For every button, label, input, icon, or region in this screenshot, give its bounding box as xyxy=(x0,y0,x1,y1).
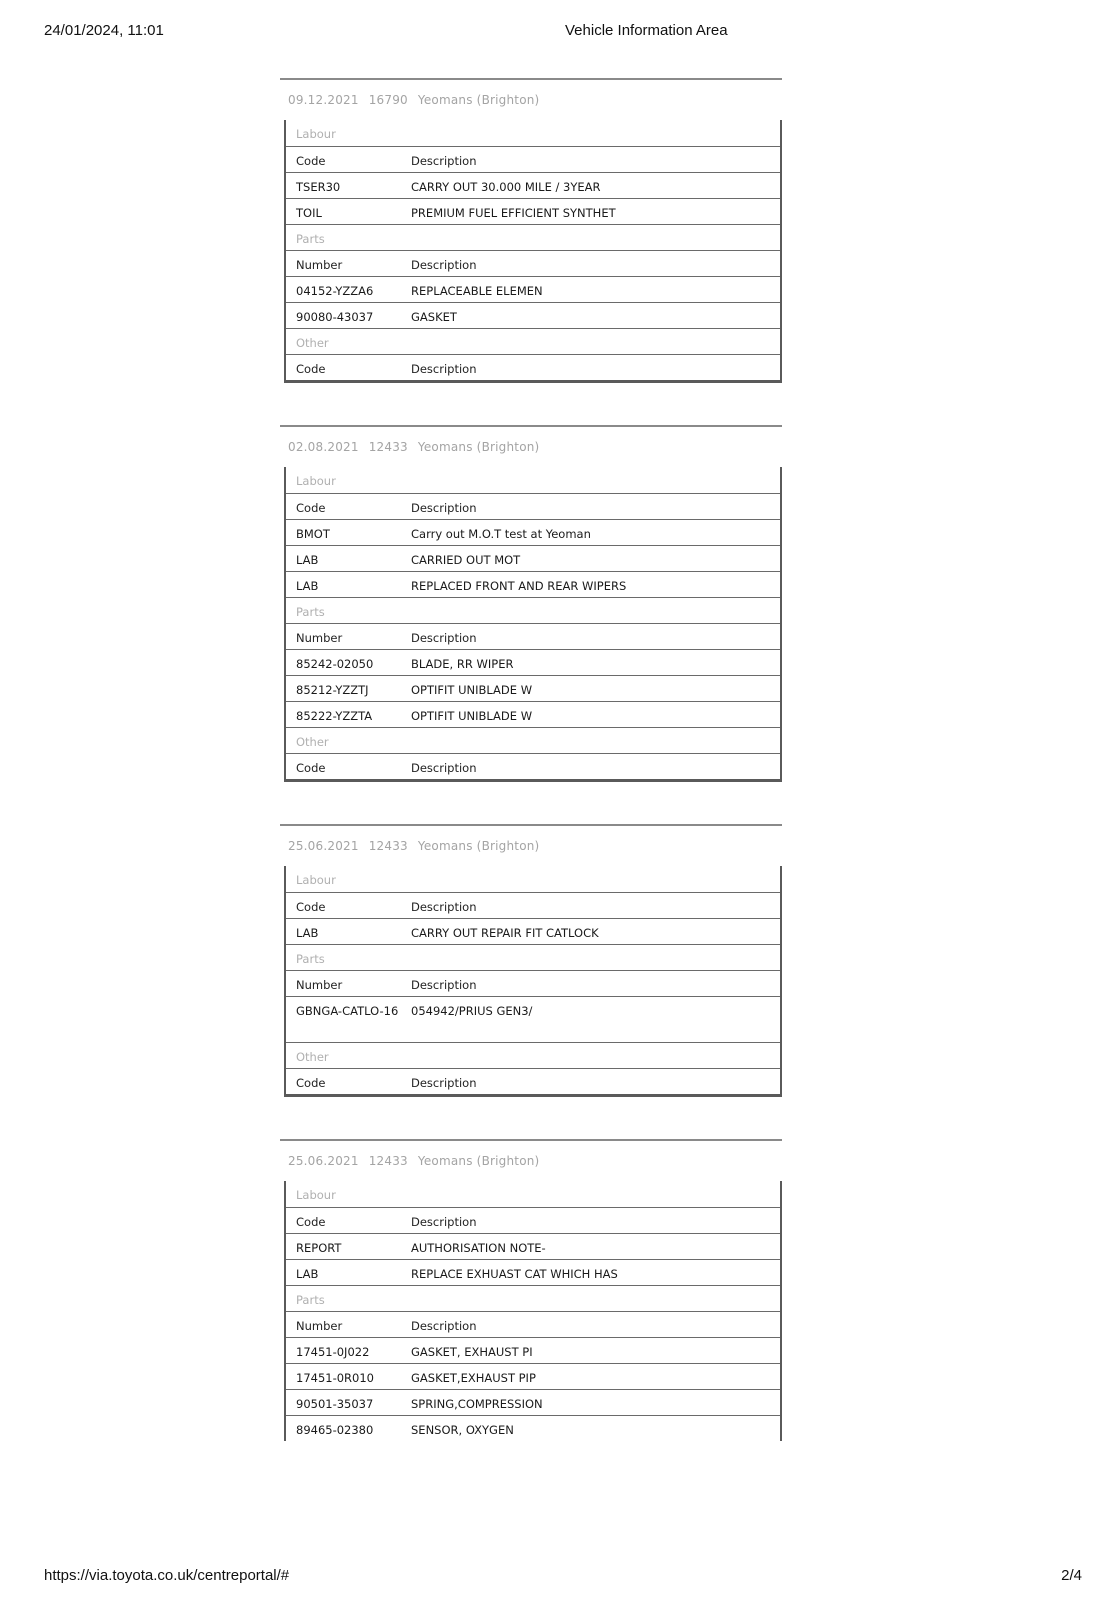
labour-header-row xyxy=(286,146,780,172)
labour-row-col2: REPLACE EXHUAST CAT WHICH HAS xyxy=(411,1267,618,1281)
labour-row-col1: LAB xyxy=(296,926,319,940)
other-header-row xyxy=(286,1068,780,1094)
parts-header-row-col1: Number xyxy=(296,631,343,645)
service-record xyxy=(280,824,782,1097)
parts-header-row-col2: Description xyxy=(411,1319,477,1333)
record-table xyxy=(284,1181,782,1441)
labour-row xyxy=(286,918,780,944)
parts-section-title-label: Parts xyxy=(296,952,325,966)
parts-row-col2: SPRING,COMPRESSION xyxy=(411,1397,543,1411)
service-dealer: Yeomans (Brighton) xyxy=(417,93,540,107)
labour-row-col1: TSER30 xyxy=(296,180,341,194)
other-header-row xyxy=(286,753,780,779)
other-header-row-col2: Description xyxy=(411,1076,477,1090)
other-section-title-label: Other xyxy=(296,1050,329,1064)
parts-row-col2: GASKET,EXHAUST PIP xyxy=(411,1371,536,1385)
labour-row xyxy=(286,198,780,224)
labour-row-col1: LAB xyxy=(296,1267,319,1281)
parts-row xyxy=(286,1363,780,1389)
page-header xyxy=(0,0,1120,60)
parts-row-col1: 04152-YZZA6 xyxy=(296,284,374,298)
parts-header-row xyxy=(286,1311,780,1337)
parts-row-col2: GASKET, EXHAUST PI xyxy=(411,1345,533,1359)
parts-header-row-col1: Number xyxy=(296,978,343,992)
labour-section-title-label: Labour xyxy=(296,474,336,488)
other-header-row-col2: Description xyxy=(411,362,477,376)
parts-header-row xyxy=(286,623,780,649)
parts-row-col1: 17451-0J022 xyxy=(296,1345,370,1359)
labour-header-row xyxy=(286,493,780,519)
labour-row-col1: REPORT xyxy=(296,1241,342,1255)
parts-row-col2: GASKET xyxy=(411,310,457,324)
labour-row-col1: BMOT xyxy=(296,527,330,541)
service-mileage: 12433 xyxy=(368,1154,408,1168)
other-header-row-col1: Code xyxy=(296,362,326,376)
parts-row xyxy=(286,1415,780,1441)
parts-section-title-label: Parts xyxy=(296,1293,325,1307)
labour-section-title-label: Labour xyxy=(296,127,336,141)
other-header-row xyxy=(286,354,780,380)
labour-section-title xyxy=(286,1181,780,1207)
labour-row-col2: REPLACED FRONT AND REAR WIPERS xyxy=(411,579,627,593)
parts-row-col1: 85242-02050 xyxy=(296,657,374,671)
parts-row xyxy=(286,675,780,701)
labour-row xyxy=(286,1259,780,1285)
parts-section-title-label: Parts xyxy=(296,605,325,619)
labour-header-row-col1: Code xyxy=(296,154,326,168)
parts-row-col2: REPLACEABLE ELEMEN xyxy=(411,284,543,298)
labour-section-title-label: Labour xyxy=(296,873,336,887)
labour-row xyxy=(286,571,780,597)
parts-row xyxy=(286,701,780,727)
service-dealer: Yeomans (Brighton) xyxy=(417,440,540,454)
labour-header-row-col2: Description xyxy=(411,154,477,168)
labour-row-col1: LAB xyxy=(296,579,319,593)
service-dealer: Yeomans (Brighton) xyxy=(417,839,540,853)
parts-row-col1: 17451-0R010 xyxy=(296,1371,374,1385)
labour-header-row xyxy=(286,892,780,918)
record-table xyxy=(284,467,782,782)
service-dealer: Yeomans (Brighton) xyxy=(417,1154,540,1168)
record-table xyxy=(284,866,782,1097)
labour-section-title xyxy=(286,866,780,892)
parts-header-row xyxy=(286,250,780,276)
labour-header-row xyxy=(286,1207,780,1233)
service-date: 02.08.2021 xyxy=(288,440,359,454)
service-mileage: 12433 xyxy=(368,839,408,853)
page-title: Vehicle Information Area xyxy=(565,22,728,39)
parts-row xyxy=(286,996,780,1042)
parts-row-col2: OPTIFIT UNIBLADE W xyxy=(411,683,533,697)
other-header-row-col1: Code xyxy=(296,1076,326,1090)
parts-row xyxy=(286,302,780,328)
parts-section-title xyxy=(286,944,780,970)
labour-row xyxy=(286,519,780,545)
other-section-title-label: Other xyxy=(296,336,329,350)
labour-header-row-col1: Code xyxy=(296,501,326,515)
service-record xyxy=(280,1139,782,1441)
labour-section-title xyxy=(286,120,780,146)
parts-row-col2: SENSOR, OXYGEN xyxy=(411,1423,514,1437)
other-section-title xyxy=(286,328,780,354)
parts-row-col1: 90080-43037 xyxy=(296,310,374,324)
service-mileage: 12433 xyxy=(368,440,408,454)
labour-section-title xyxy=(286,467,780,493)
parts-row-col1: 89465-02380 xyxy=(296,1423,374,1437)
labour-row-col2: PREMIUM FUEL EFFICIENT SYNTHET xyxy=(411,206,616,220)
parts-row-col1: GBNGA-CATLO-16 xyxy=(296,1004,399,1018)
labour-row-col2: CARRY OUT 30.000 MILE / 3YEAR xyxy=(411,180,601,194)
service-date: 25.06.2021 xyxy=(288,1154,359,1168)
other-section-title-label: Other xyxy=(296,735,329,749)
labour-row-col1: TOIL xyxy=(296,206,322,220)
labour-header-row-col1: Code xyxy=(296,900,326,914)
parts-header-row-col1: Number xyxy=(296,1319,343,1333)
parts-row-col1: 85222-YZZTA xyxy=(296,709,373,723)
parts-header-row-col2: Description xyxy=(411,631,477,645)
service-record xyxy=(280,78,782,383)
other-header-row-col1: Code xyxy=(296,761,326,775)
labour-row-col2: CARRIED OUT MOT xyxy=(411,553,521,567)
parts-section-title xyxy=(286,224,780,250)
labour-row-col2: AUTHORISATION NOTE- xyxy=(411,1241,546,1255)
labour-row-col2: CARRY OUT REPAIR FIT CATLOCK xyxy=(411,926,599,940)
record-header xyxy=(280,78,782,120)
other-section-title xyxy=(286,727,780,753)
labour-section-title-label: Labour xyxy=(296,1188,336,1202)
service-date: 25.06.2021 xyxy=(288,839,359,853)
parts-section-title xyxy=(286,597,780,623)
parts-section-title xyxy=(286,1285,780,1311)
parts-row-col2: OPTIFIT UNIBLADE W xyxy=(411,709,533,723)
parts-section-title-label: Parts xyxy=(296,232,325,246)
parts-row-col1: 85212-YZZTJ xyxy=(296,683,369,697)
labour-header-row-col1: Code xyxy=(296,1215,326,1229)
labour-header-row-col2: Description xyxy=(411,1215,477,1229)
labour-row-col2: Carry out M.O.T test at Yeoman xyxy=(411,527,591,541)
parts-row xyxy=(286,276,780,302)
labour-header-row-col2: Description xyxy=(411,900,477,914)
record-header xyxy=(280,824,782,866)
parts-header-row-col1: Number xyxy=(296,258,343,272)
record-header xyxy=(280,1139,782,1181)
page-footer xyxy=(0,1555,1120,1595)
labour-row-col1: LAB xyxy=(296,553,319,567)
parts-header-row-col2: Description xyxy=(411,258,477,272)
record-table xyxy=(284,120,782,383)
print-timestamp: 24/01/2024, 11:01 xyxy=(44,22,164,39)
service-history-list xyxy=(280,78,782,1441)
labour-row xyxy=(286,172,780,198)
parts-row xyxy=(286,649,780,675)
service-date: 09.12.2021 xyxy=(288,93,359,107)
parts-row xyxy=(286,1389,780,1415)
other-header-row-col2: Description xyxy=(411,761,477,775)
record-header xyxy=(280,425,782,467)
other-section-title xyxy=(286,1042,780,1068)
service-mileage: 16790 xyxy=(368,93,408,107)
page-url: https://via.toyota.co.uk/centreportal/# xyxy=(44,1567,290,1584)
labour-row xyxy=(286,1233,780,1259)
labour-header-row-col2: Description xyxy=(411,501,477,515)
page-number: 2/4 xyxy=(1061,1567,1082,1584)
service-record xyxy=(280,425,782,782)
parts-header-row xyxy=(286,970,780,996)
parts-row-col2: 054942/PRIUS GEN3/ xyxy=(411,1004,533,1018)
parts-row-col1: 90501-35037 xyxy=(296,1397,374,1411)
parts-row xyxy=(286,1337,780,1363)
parts-row-col2: BLADE, RR WIPER xyxy=(411,657,514,671)
parts-header-row-col2: Description xyxy=(411,978,477,992)
labour-row xyxy=(286,545,780,571)
